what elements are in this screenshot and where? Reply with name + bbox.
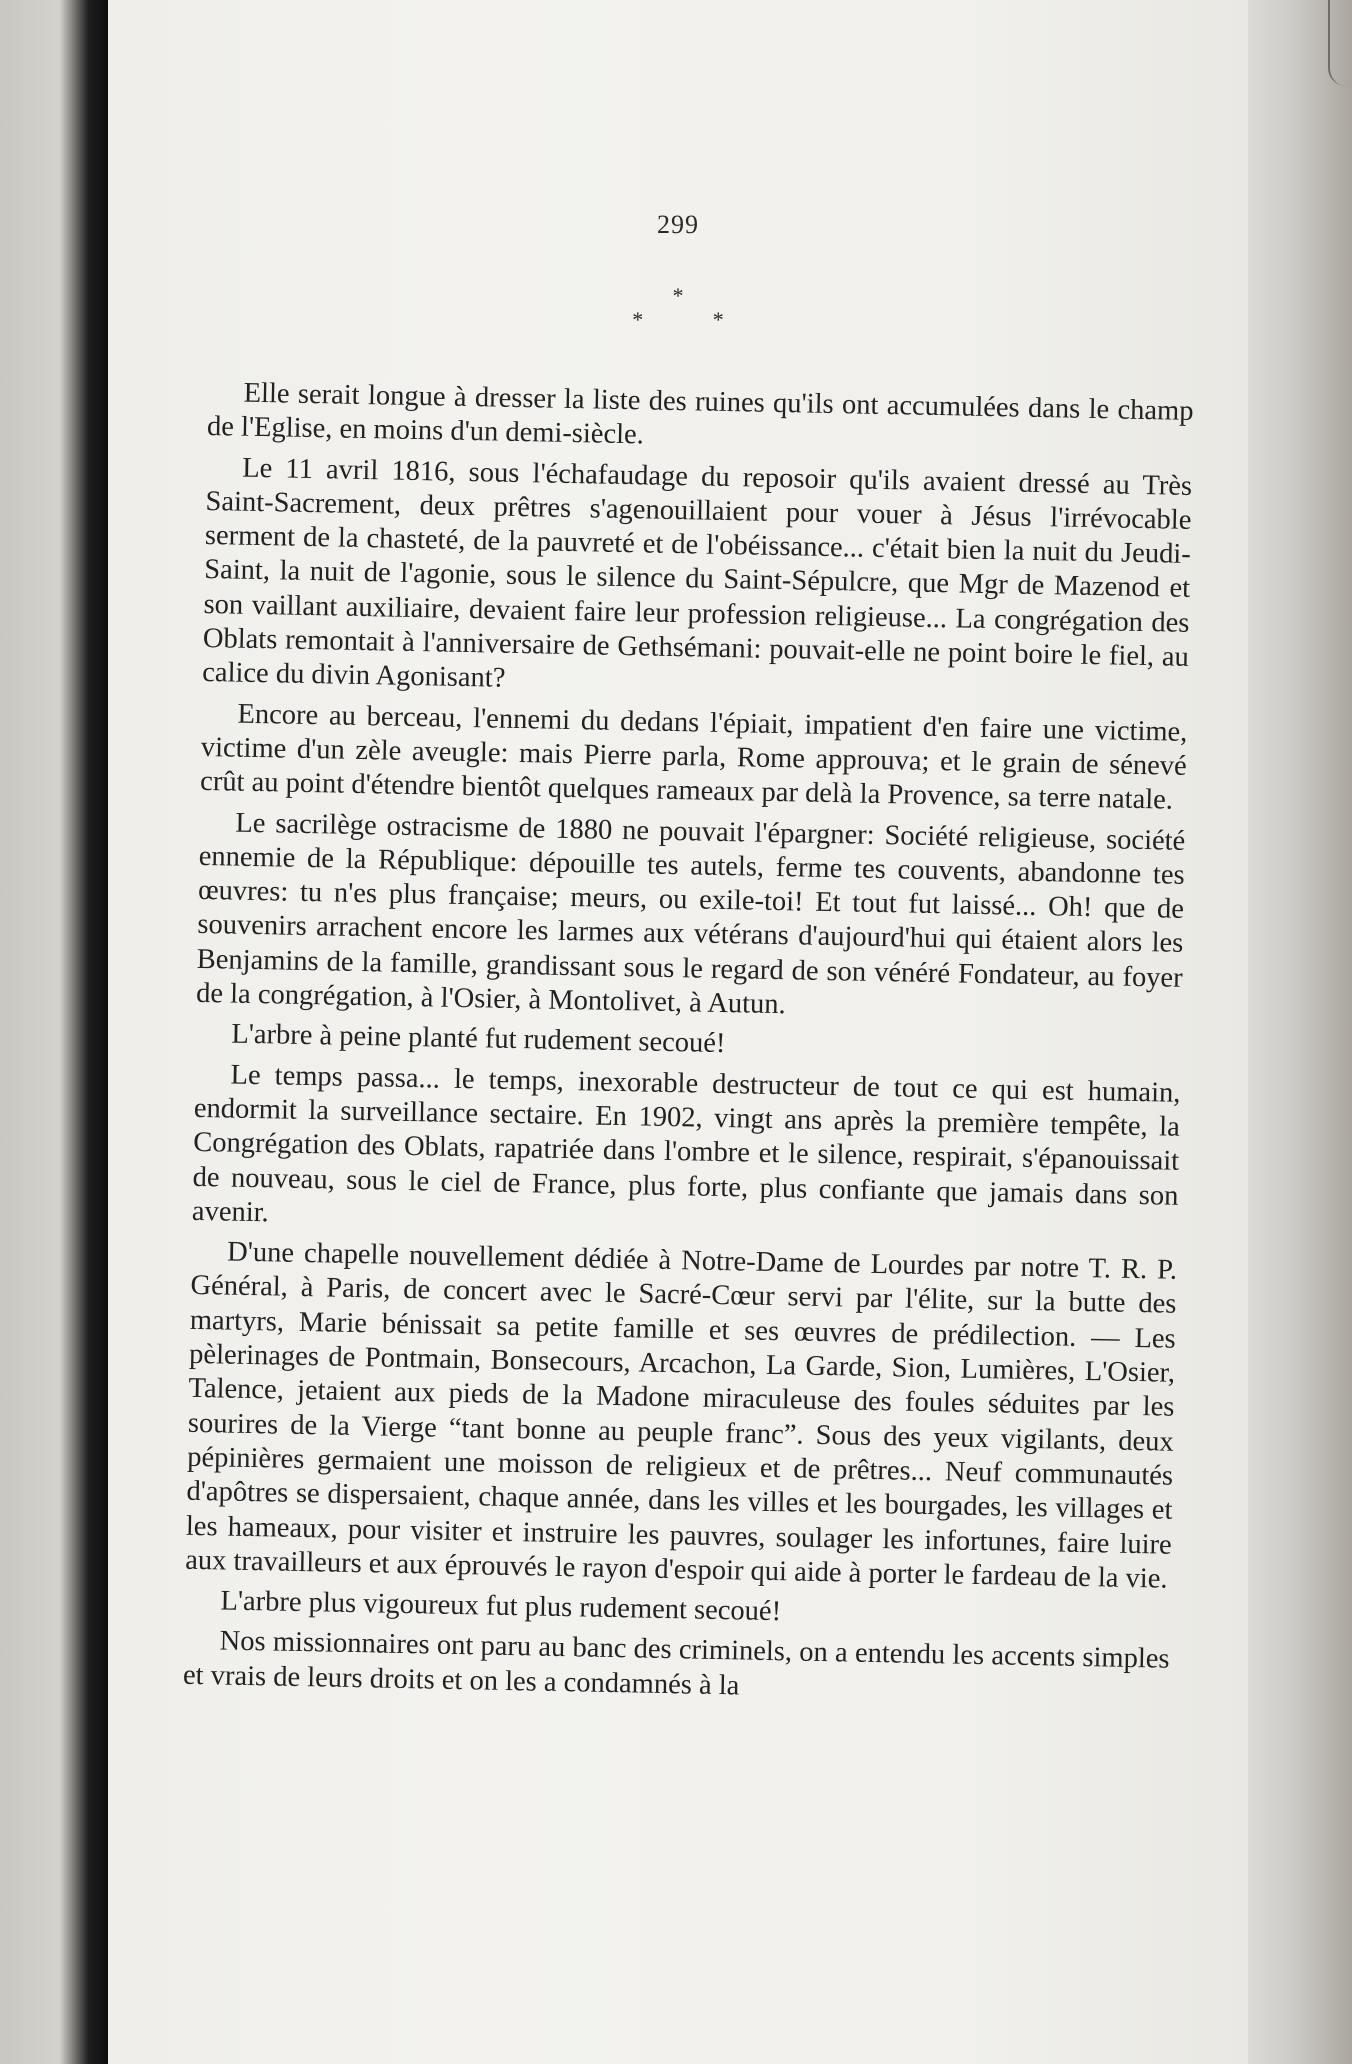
paragraph: Le sacrilège ostracisme de 1880 ne pouvait l'épargner: Société religieuse, société ennemie de la République: dépouille tes autels, ferme tes couvents, abandonne tes œuvres: tu n'es plus française; meurs, ou exile-toi! Et tout fut laissé... Oh! que de souvenirs arrachent encore les larmes aux vétérans d'aujourd'hui qui étaient alors les Benjamins de la famille, grandissant sous le regard de son vénéré Fondateur, au foyer de la congrégation, à l'Osier, à Montolivet, à Autun. <box>195 807 1186 1021</box>
page-curl-edge <box>1328 0 1352 86</box>
body-text <box>183 376 1194 1718</box>
paragraph: Le temps passa... le temps, inexorable destructeur de tout ce qui est humain, endormit la surveillance sectaire. En 1902, vingt ans après la première tempête, la Congrégation des Oblats, rapatriée dans l'ombre et le silence, respirait, s'épanouissait de nouveau, sous le ciel de France, plus forte, plus confiante que jamais dans son avenir. <box>191 1059 1181 1229</box>
left-gutter-shadow <box>0 0 108 2064</box>
paragraph: L'arbre plus vigoureux fut plus rudement secoué! <box>220 1585 782 1628</box>
paragraph: Le 11 avril 1816, sous l'échafaudage du reposoir qu'ils avaient dressé au Très Saint-Sacrement, deux prêtres s'agenouillaient pour vouer à Jésus l'irrévocable serment de la chasteté, de la pauvreté et de l'obéissance... c'était bien la nuit du Jeudi-Saint, la nuit de l'agonie, sous le silence du Saint-Sépulcre, que Mgr de Mazenod et son vaillant auxiliaire, devaient faire leur profession religieuse... La congrégation des Oblats remontait à l'anniversaire de Gethsémani: pouvait-elle ne point boire le fiel, au calice du divin Agonisant? <box>202 452 1193 695</box>
page-number: 299 <box>657 210 699 239</box>
paragraph: Nos missionnaires ont paru au banc des criminels, on a entendu les accents simples et vrais de leurs droits et on les a condamnés à la <box>182 1625 1170 1702</box>
paragraph: L'arbre à peine planté fut rudement secoué! <box>231 1018 726 1060</box>
paragraph: Encore au berceau, l'ennemi du dedans l'épiait, impatient d'en faire une victime, victime d'un zèle aveugle: mais Pierre parla, Rome approuva; et le grain de sénevé crût au point d'étendre bientôt quelques rameaux par delà la Provence, sa terre natale. <box>199 698 1188 816</box>
section-asterism <box>108 284 1248 332</box>
paragraph: D'une chapelle nouvellement dédiée à Notre-Dame de Lourdes par notre T. R. P. Général, à Paris, de concert avec le Sacré-Cœur servi par l'élite, sur la butte des martyrs, Marie bénissait sa petite famille et ses œuvres de prédilection. — Les pèlerinages de Pontmain, Bonsecours, Arcachon, La Garde, Sion, Lumières, L'Osier, Talence, jetaient aux pieds de la Madone miraculeuse des foules séduites par les sourires de la Vierge “tant bonne au peuple franc”. Sous des yeux vigilants, deux pépinières germaient une moisson de religieux et de prêtres... Neuf communautés d'apôtres se dispersaient, chaque année, dans les villes et les bourgades, les villages et les hameaux, pour visiter et instruire les pauvres, soulager les infortunes, faire luire aux travailleurs et aux éprouvés le rayon d'espoir qui aide à porter le fardeau de la vie. <box>184 1236 1178 1595</box>
asterism-top: * <box>672 283 684 308</box>
paragraph: Elle serait longue à dresser la liste des ruines qu'ils ont accumulées dans le champ de l'Eglise, en moins d'un demi-siècle. <box>206 377 1194 451</box>
right-book-edge <box>1248 0 1352 2064</box>
asterism-bottom: * * <box>632 307 756 332</box>
book-page <box>108 0 1248 2064</box>
